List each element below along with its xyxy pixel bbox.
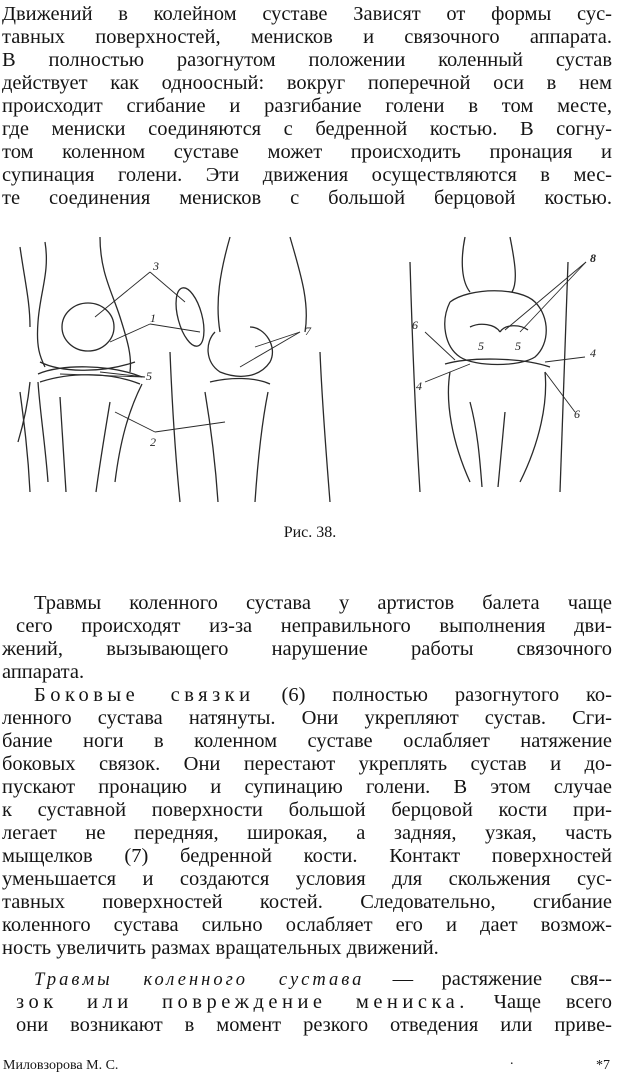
text-line: тавных поверхностей, менисков и связочного аппарата. bbox=[2, 26, 612, 48]
text-line: сего происходят из-за неправильного выполнения дви- bbox=[16, 615, 612, 637]
knee-anatomy-figure bbox=[0, 232, 620, 517]
text-line: жений, вызывающего нарушение работы связочного bbox=[2, 638, 612, 660]
figure-label: 6 bbox=[412, 318, 418, 332]
text-line: уменьшается и создаются условия для скольжения сус- bbox=[2, 868, 612, 890]
figure-label: 8 bbox=[590, 251, 596, 265]
page-number: *7 bbox=[596, 1058, 610, 1073]
knee-side-view-drawing bbox=[170, 237, 330, 502]
text-line: к суставной поверхности большой берцовой кости при- bbox=[2, 799, 612, 821]
figure-label: 1 bbox=[150, 311, 156, 325]
figure-label: 5 bbox=[146, 369, 152, 383]
figure-label: 3 bbox=[153, 259, 159, 273]
text-line: В полностью разогнутом положении коленный сустав bbox=[2, 49, 612, 71]
text-line: пускают пронацию и супинацию голени. В этом случае bbox=[2, 776, 612, 798]
text-line: легает не передняя, широкая, а задняя, узкая, часть bbox=[2, 822, 612, 844]
text-line bbox=[2, 991, 612, 1014]
text-line: ность увеличить размах вращательных движений. bbox=[2, 937, 439, 959]
text-line: Травмы коленного сустава у артистов балета чаще bbox=[34, 592, 612, 614]
figure-label: 4 bbox=[416, 379, 422, 393]
text-line: Движений в колейном суставе Зависят от формы сус- bbox=[2, 3, 612, 25]
text-line: тавных поверхностей костей. Следовательно, сгибание bbox=[2, 891, 612, 913]
spaced-term: Боковые связки bbox=[34, 684, 255, 706]
knee-front-view-drawing bbox=[18, 237, 142, 492]
text-line: боковых связок. Они перестают укреплять сустав и до- bbox=[2, 753, 612, 775]
paragraph-intro bbox=[2, 3, 612, 210]
text-line: аппарата. bbox=[2, 661, 85, 683]
figure-label: 5 bbox=[478, 339, 484, 353]
knee-posterior-view-drawing bbox=[410, 237, 568, 492]
paragraph-knee-injuries bbox=[2, 968, 612, 1037]
text-line: бание ноги в коленном суставе ослабляет натяжение bbox=[2, 730, 612, 752]
text-line: том коленном суставе может происходить пронация и bbox=[2, 141, 612, 163]
text-line: происходит сгибание и разгибание голени в том месте, bbox=[2, 95, 612, 117]
text-line-rest: — растяжение свя-- bbox=[364, 968, 612, 990]
italic-term: Травмы коленного сустава bbox=[34, 970, 365, 990]
spaced-term: зок или повреждение мениска. bbox=[16, 991, 469, 1013]
text-line: они возникают в момент резкого отведения или приве- bbox=[16, 1014, 612, 1036]
text-line bbox=[2, 968, 612, 991]
text-line: мыщелков (7) бедренной кости. Контакт поверхностей bbox=[2, 845, 612, 867]
text-line: действует как одноосный: вокруг поперечной оси в нем bbox=[2, 72, 612, 94]
text-line: где мениски соединяются с бедренной костью. В согну- bbox=[2, 118, 612, 140]
figure-label: 4 bbox=[590, 346, 596, 360]
text-line-rest: (6) полностью разогнутого ко- bbox=[254, 684, 612, 706]
text-line: те соединения менисков с большой берцовой костью. bbox=[2, 187, 612, 209]
figure-caption: Рис. 38. bbox=[283, 524, 337, 541]
text-line: ленного сустава натянуты. Они укрепляют сустав. Сги- bbox=[2, 707, 612, 729]
paragraph-injuries bbox=[2, 592, 612, 684]
paragraph-lateral-ligaments bbox=[2, 684, 612, 960]
figure-label: 2 bbox=[150, 435, 156, 449]
text-line: коленного сустава сильно ослабляет его и дает возмож- bbox=[2, 914, 612, 936]
figure-label: 5 bbox=[515, 339, 521, 353]
text-line bbox=[2, 684, 612, 707]
figure-label: 6 bbox=[574, 407, 580, 421]
text-line: супинация голени. Эти движения осуществляются в мес- bbox=[2, 164, 612, 186]
footer-author: Миловзорова М. С. bbox=[3, 1058, 119, 1073]
text-line-rest: Чаще всего bbox=[468, 991, 612, 1013]
footer-mark: . bbox=[510, 1053, 514, 1068]
figure-label: 7 bbox=[305, 324, 311, 338]
